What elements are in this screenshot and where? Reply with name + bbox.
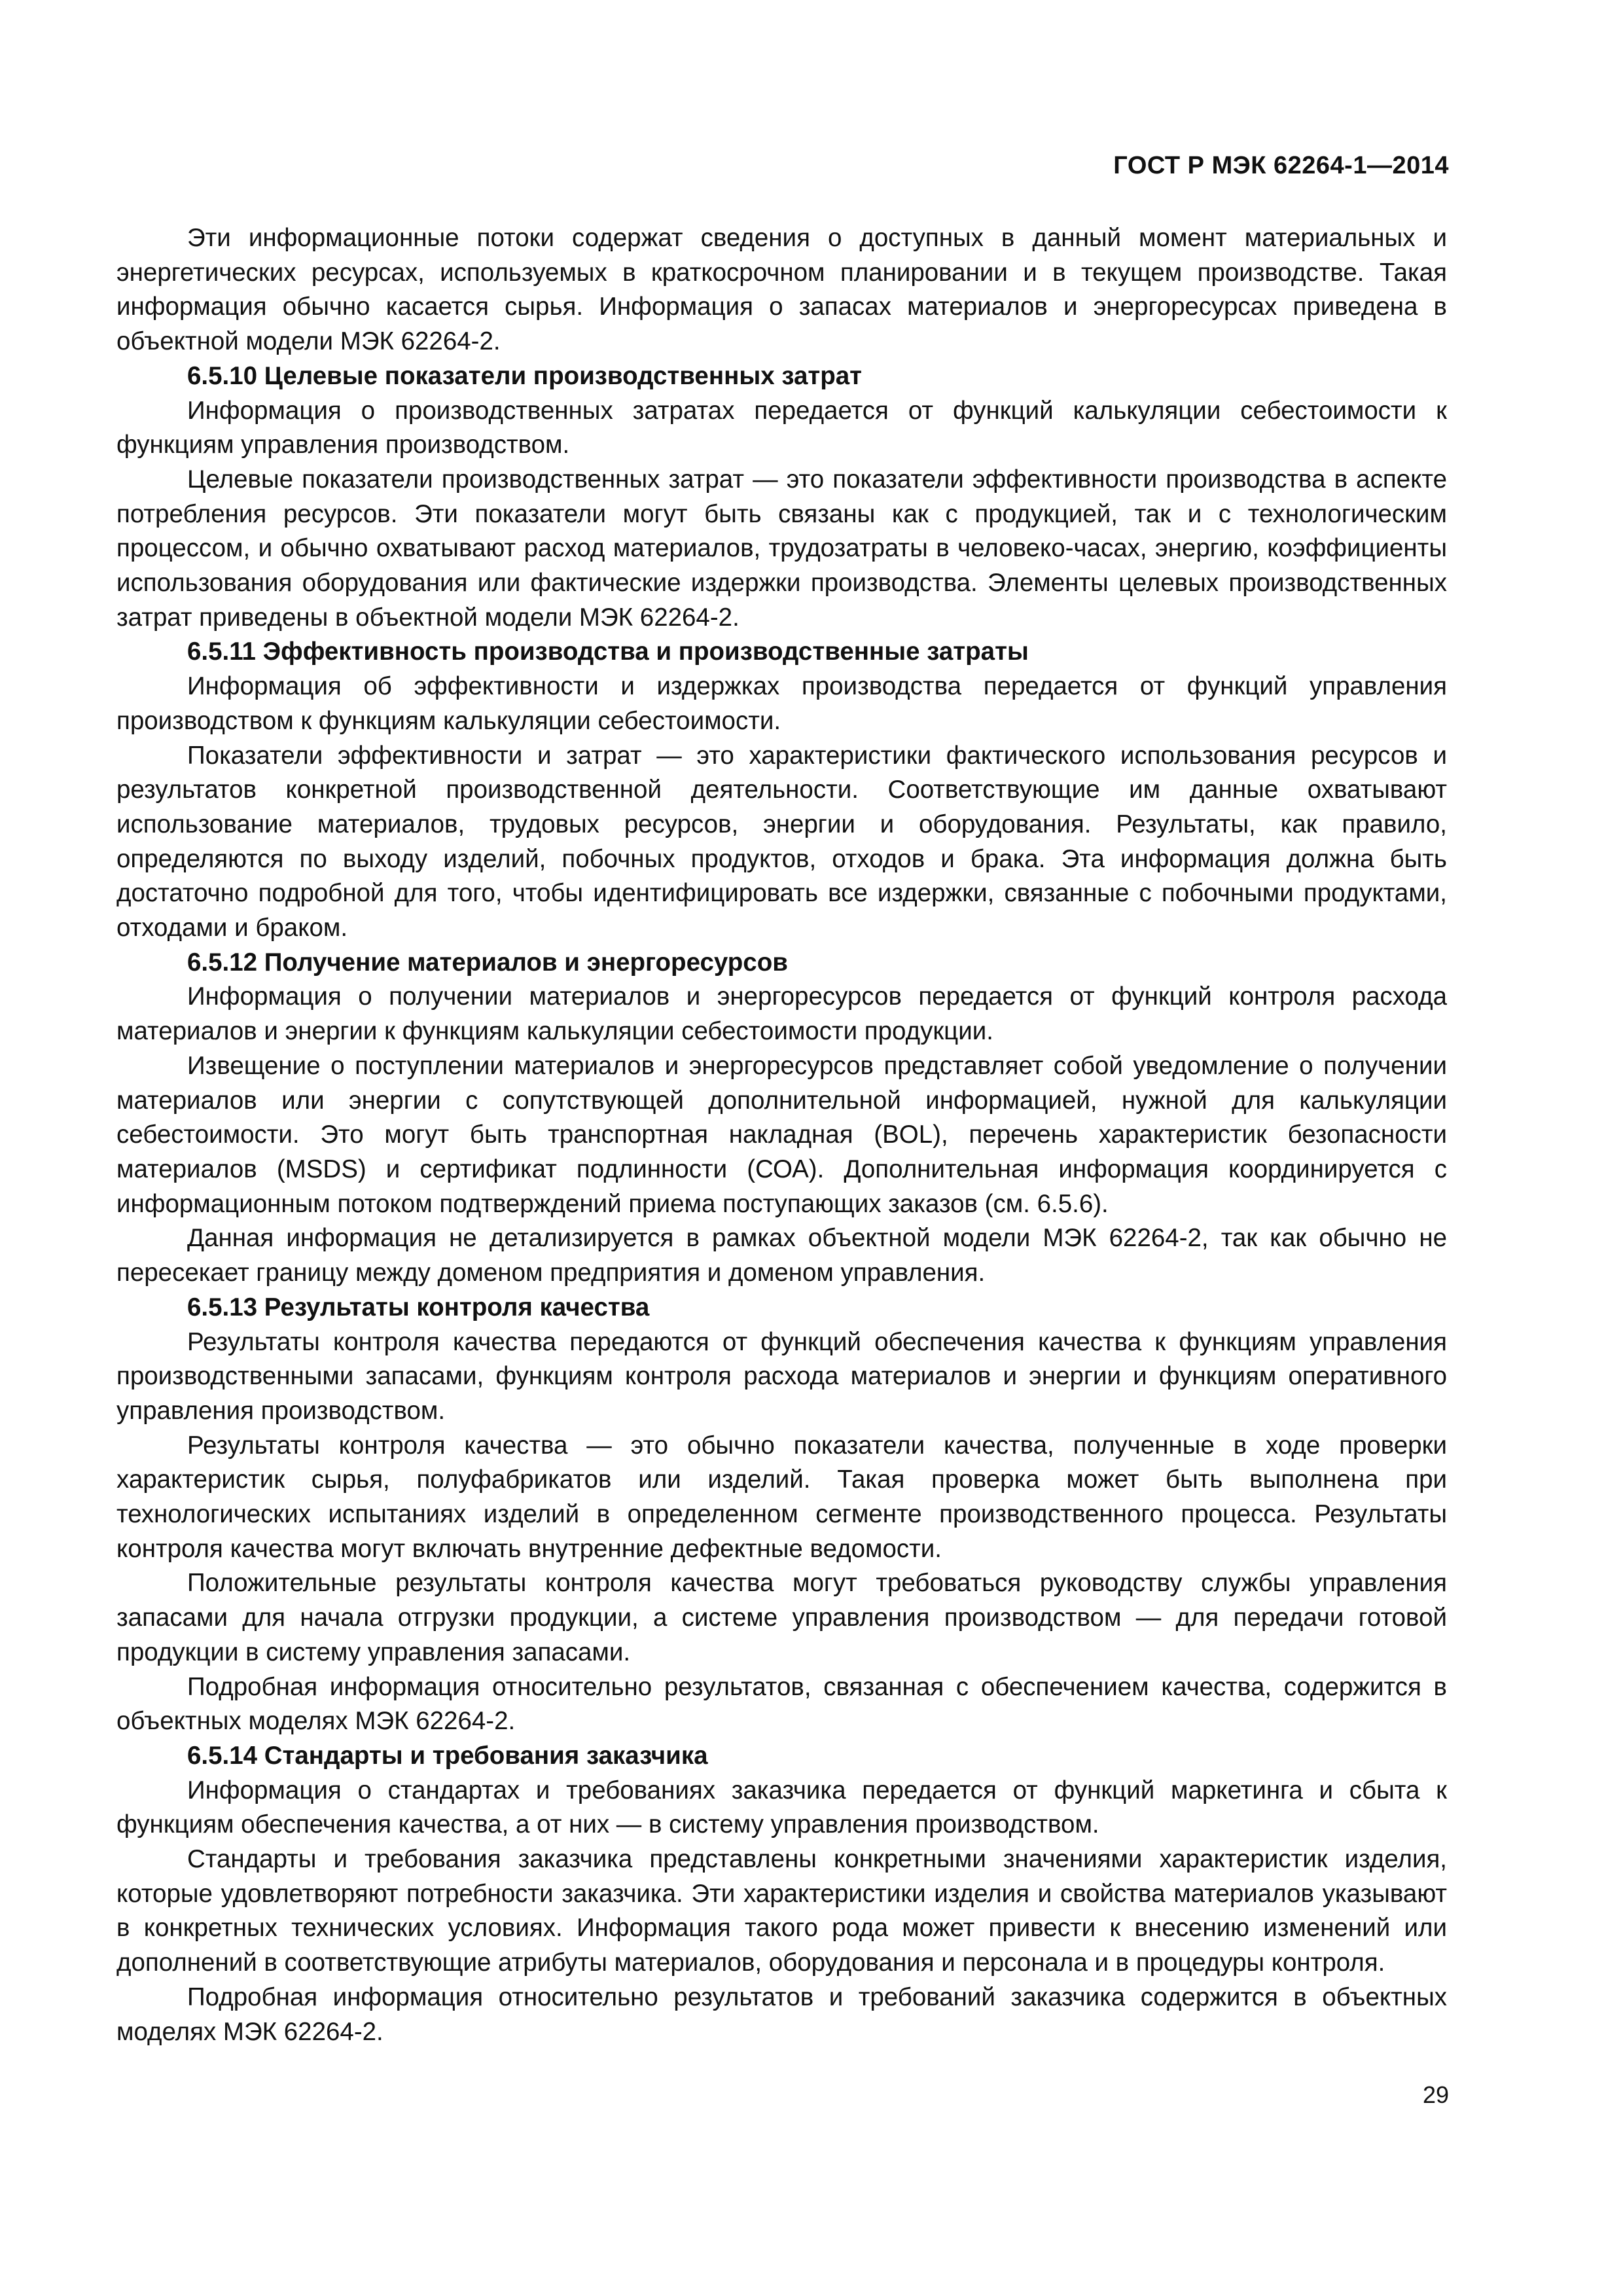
paragraph: Извещение о поступлении материалов и энергоресурсов представляет собой уведомление о получении материалов или энергии с сопутствующей дополнительной информацией, нужной для калькуляции себестоимости. Это могут быть транспортная накладная (BOL), перечень характеристик безопасности материалов (MSDS) и сертификат подлинности (СОА). Дополнительная информация координируется с информационным потоком подтверждений приема поступающих заказов (см. 6.5.6). xyxy=(116,1051,1447,1218)
intro-paragraph: Эти информационные потоки содержат сведения о доступных в данный момент материальных и энергетических ресурсах, используемых в краткосрочном планировании и в текущем производстве. Такая информация обычно касается сырья. Информация о запасах материалов и энергоресурсах приведена в объектной модели МЭК 62264-2. xyxy=(116,224,1447,356)
page-number: 29 xyxy=(1422,2081,1449,2108)
paragraph: Результаты контроля качества передаются от функций обеспечения качества к функциям управления производственными запасами, функциям контроля расхода материалов и энергии и функциям оперативного управления производством. xyxy=(116,1327,1447,1425)
paragraph: Информация о получении материалов и энергоресурсов передается от функций контроля расхода материалов и энергии к функциям калькуляции себестоимости продукции. xyxy=(116,982,1447,1046)
document-header: ГОСТ Р МЭК 62264-1—2014 xyxy=(1113,152,1449,179)
section-heading: 6.5.11 Эффективность производства и производственные затраты xyxy=(187,637,1029,666)
paragraph: Показатели эффективности и затрат — это характеристики фактического использования ресурсов и результатов конкретной производственной деятельности. Соответствующие им данные охватывают использование материалов, трудовых ресурсов, энергии и оборудования. Результаты, как правило, определяются по выходу изделий, побочных продуктов, отходов и брака. Эта информация должна быть достаточно подробной для того, чтобы идентифицировать все издержки, связанные с побочными продуктами, отходами и браком. xyxy=(116,741,1447,942)
paragraph: Информация о производственных затратах передается от функций калькуляции себестоимости к функциям управления производством. xyxy=(116,396,1447,459)
paragraph: Подробная информация относительно результатов, связанная с обеспечением качества, содержится в объектных моделях МЭК 62264-2. xyxy=(116,1672,1447,1736)
section-heading: 6.5.14 Стандарты и требования заказчика xyxy=(187,1741,708,1770)
paragraph: Целевые показатели производственных затрат — это показатели эффективности производства в аспекте потребления ресурсов. Эти показатели могут быть связаны как с продукцией, так и с технологическим процессом, и обычно охватывают расход материалов, трудозатраты в человеко-часах, энергию, коэффициенты использования оборудования или фактические издержки производства. Элементы целевых производственных затрат приведены в объектной модели МЭК 62264-2. xyxy=(116,465,1447,632)
paragraph: Подробная информация относительно результатов и требований заказчика содержится в объектных моделях МЭК 62264-2. xyxy=(116,1982,1447,2046)
paragraph: Данная информация не детализируется в рамках объектной модели МЭК 62264-2, так как обычно не пересекает границу между доменом предприятия и доменом управления. xyxy=(116,1224,1447,1287)
section-heading: 6.5.13 Результаты контроля качества xyxy=(187,1293,650,1321)
paragraph: Положительные результаты контроля качества могут требоваться руководству службы управления запасами для начала отгрузки продукции, а системе управления производством — для передачи готовой продукции в систему управления запасами. xyxy=(116,1569,1447,1666)
paragraph: Стандарты и требования заказчика представлены конкретными значениями характеристик изделия, которые удовлетворяют потребности заказчика. Эти характеристики изделия и свойства материалов указывают в конкретных технических условиях. Информация такого рода может привести к внесению изменений или дополнений в соответствующие атрибуты материалов, оборудования и персонала и в процедуры контроля. xyxy=(116,1845,1447,1977)
paragraph: Информация об эффективности и издержках производства передается от функций управления производством к функциям калькуляции себестоимости. xyxy=(116,672,1447,735)
paragraph: Результаты контроля качества — это обычно показатели качества, полученные в ходе проверки характеристик сырья, полуфабрикатов или изделий. Такая проверка может быть выполнена при технологических испытаниях изделий в определенном сегменте производственного процесса. Результаты контроля качества могут включать внутренние дефектные ведомости. xyxy=(116,1431,1447,1563)
section-heading: 6.5.12 Получение материалов и энергоресурсов xyxy=(187,948,788,977)
paragraph: Информация о стандартах и требованиях заказчика передается от функций маркетинга и сбыта к функциям обеспечения качества, а от них — в систему управления производством. xyxy=(116,1776,1447,1839)
document-body xyxy=(116,221,1447,2049)
section-heading: 6.5.10 Целевые показатели производственных затрат xyxy=(187,361,863,390)
